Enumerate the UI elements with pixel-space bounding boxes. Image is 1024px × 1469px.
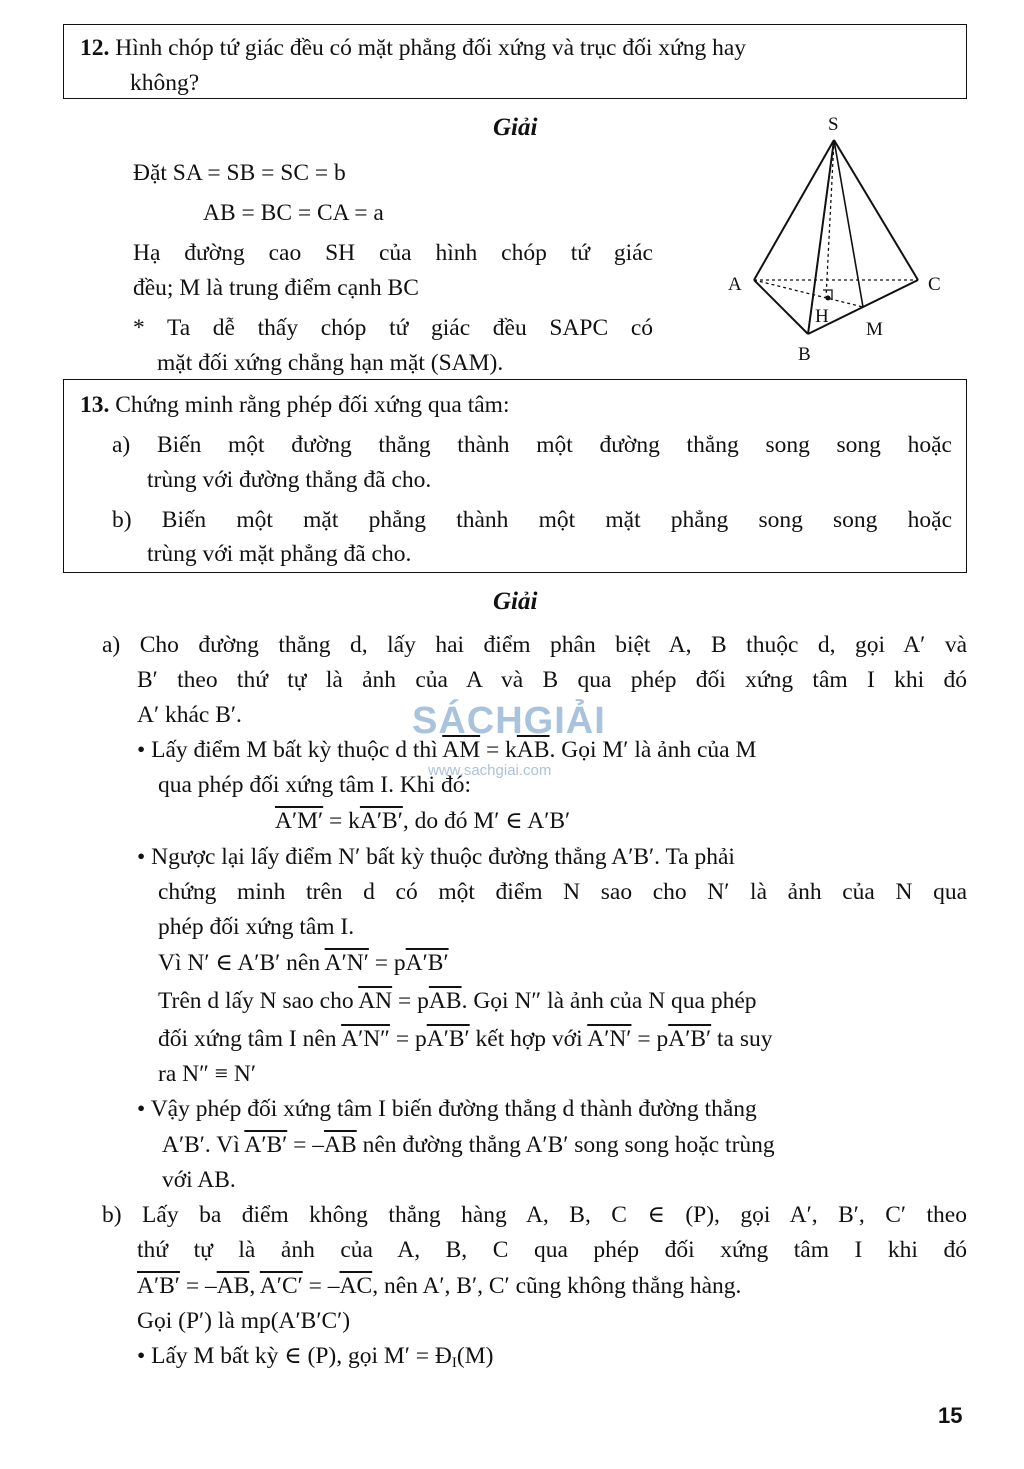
bullet-dot: • (137, 1343, 146, 1369)
part-b-line-1: b) Lấy ba điểm không thẳng hàng A, B, C ∈ (P), gọi A′, B′, C′ theo (102, 1202, 967, 1228)
edge-SA (754, 140, 834, 280)
part-b-line-4: Gọi (P′) là mp(A′B′C′) (137, 1308, 351, 1334)
vector-AB: $\overline{AB}$ (324, 1132, 357, 1158)
vector-AM: $\overline{AM}$ (442, 737, 481, 763)
edge-AB (754, 280, 808, 334)
problem-12-line-1: 12. Hình chóp tứ giác đều có mặt phẳng đối xứng và trục đối xứng hay (80, 35, 747, 61)
vector-AB: $\overline{AB}$ (428, 988, 462, 1014)
bullet-2-line-4: Vì N′ ∈ A′B′ nên A′N′ = pA′B′ (158, 950, 449, 976)
problem-13-line-1: 13. Chứng minh rằng phép đối xứng qua tâm: (80, 392, 510, 418)
bullet-2-line-7: ra N″ ≡ N′ (158, 1061, 257, 1087)
bullet-2-line-6: đối xứng tâm I nên A′N″ = pA′B′ kết hợp với A′N′ = pA′B′ ta suy (158, 1026, 773, 1052)
part-a-line-2: B′ theo thứ tự là ảnh của A và B qua phép đối xứng tâm I khi đó (137, 667, 967, 693)
vector-AC: $\overline{AC}$ (339, 1273, 373, 1299)
bullet-dot: • (137, 844, 146, 870)
vector-AB: $\overline{AB}$ (516, 737, 550, 763)
bullet-dot: • (137, 1096, 146, 1122)
problem-13-number: 13. (80, 392, 110, 418)
vector-A'C': A′C′ (259, 1273, 303, 1299)
vector-A'B': A′B′ (426, 1026, 470, 1052)
edge-AM-hidden (754, 280, 863, 307)
edge-SB (808, 140, 834, 334)
vector-A'B': A′B′ (405, 950, 449, 976)
solution1-line-3: Hạ đường cao SH của hình chóp tứ giác (133, 240, 653, 266)
problem-13-b-line-2: trùng với mặt phẳng đã cho. (147, 541, 412, 567)
solution1-line-2: AB = BC = CA = a (203, 200, 384, 226)
vector-A'M': A′M′ (275, 808, 324, 834)
part-b-line-3: $A'B' = -\overline{AB}$, $A'C' = -\overline{AC}$, nên A′, B′, C′ cũng không thẳng hàng. (137, 1273, 742, 1299)
vector-A'B': A′B′ (137, 1273, 180, 1299)
bullet-3-line-3: với AB. (162, 1167, 236, 1193)
pyramid-figure (720, 108, 960, 370)
problem-12-line-2: không? (130, 70, 200, 96)
part-a-line-1: a) Cho đường thẳng d, lấy hai điểm phân biệt A, B thuộc d, gọi A′ và (102, 632, 967, 658)
solution1-line-6: mặt đối xứng chẳng hạn mặt (SAM). (157, 350, 504, 376)
label-M: M (866, 319, 883, 340)
solution1-line-4: đều; M là trung điểm cạnh BC (133, 275, 419, 301)
problem-12-number: 12. (80, 35, 110, 61)
point-H (826, 296, 831, 301)
vector-AB: $\overline{AB}$ (216, 1273, 250, 1299)
watermark-url: www.sachgiai.com (428, 762, 552, 779)
bullet-1-line-2: qua phép đối xứng tâm I. Khi đó: (158, 772, 471, 798)
bullet-3-line-2: A′B′. Vì $A'B' = -\overline{AB}$ nên đường thẳng A′B′ song song hoặc trùng (162, 1132, 775, 1158)
part-a-line-3: A′ khác B′. (137, 702, 242, 728)
vector-A'N': A′N′ (587, 1026, 632, 1052)
bullet-1-line-1: • Lấy điểm M bất kỳ thuộc d thì $\overline{AM} = k\overline{AB}$. Gọi M′ là ảnh của M (137, 737, 757, 763)
solution-heading-1: Giải (493, 114, 538, 141)
solution1-line-5: * Ta dễ thấy chóp tứ giác đều SAPC có (133, 315, 653, 341)
problem-13-b-line-1: b) Biến một mặt phẳng thành một mặt phẳng song song hoặc (112, 507, 952, 533)
vector-A'N': A′N′ (324, 950, 369, 976)
bullet-2-line-2: chứng minh trên d có một điểm N sao cho N′ là ảnh của N qua (158, 879, 967, 905)
watermark-brand: SÁCHGIẢI (412, 700, 606, 742)
vector-A'B': A′B′ (359, 808, 403, 834)
vector-AN: $\overline{AN}$ (358, 988, 393, 1014)
bullet-dot: • (137, 737, 146, 763)
label-A: A (728, 274, 742, 295)
solution-heading-2: Giải (493, 588, 538, 615)
part-b-line-2: thứ tự là ảnh của A, B, C qua phép đối xứng tâm I khi đó (137, 1237, 967, 1263)
bullet-3-line-1: • Vậy phép đối xứng tâm I biến đường thẳng d thành đường thẳng (137, 1096, 757, 1122)
solution1-line-1: Đặt SA = SB = SC = b (133, 160, 346, 186)
bullet-2-line-1: • Ngược lại lấy điểm N′ bất kỳ thuộc đường thẳng A′B′. Ta phải (137, 844, 735, 870)
bullet-1-line-3: A′M′ = kA′B′, do đó M′ ∈ A′B′ (275, 808, 571, 834)
label-C: C (928, 274, 941, 295)
label-H: H (815, 306, 829, 327)
vector-A'N'': A′N″ (341, 1026, 390, 1052)
bullet-2-line-5: Trên d lấy N sao cho $\overline{AN} = p\overline{AB}$. Gọi N″ là ảnh của N qua phép (158, 988, 757, 1014)
page-number: 15 (938, 1403, 963, 1428)
bullet-2-line-3: phép đối xứng tâm I. (158, 914, 355, 940)
problem-13-a-line-2: trùng với đường thẳng đã cho. (147, 467, 432, 493)
part-b-line-5: • Lấy M bất kỳ ∈ (P), gọi $M' = Đ_I(M)$ (137, 1343, 494, 1371)
vector-A'B': A′B′ (244, 1132, 288, 1158)
problem-13-a-line-1: a) Biến một đường thẳng thành một đường thẳng song song hoặc (112, 432, 952, 458)
label-S: S (828, 114, 839, 135)
vector-A'B': A′B′ (668, 1026, 712, 1052)
label-B: B (798, 344, 811, 365)
